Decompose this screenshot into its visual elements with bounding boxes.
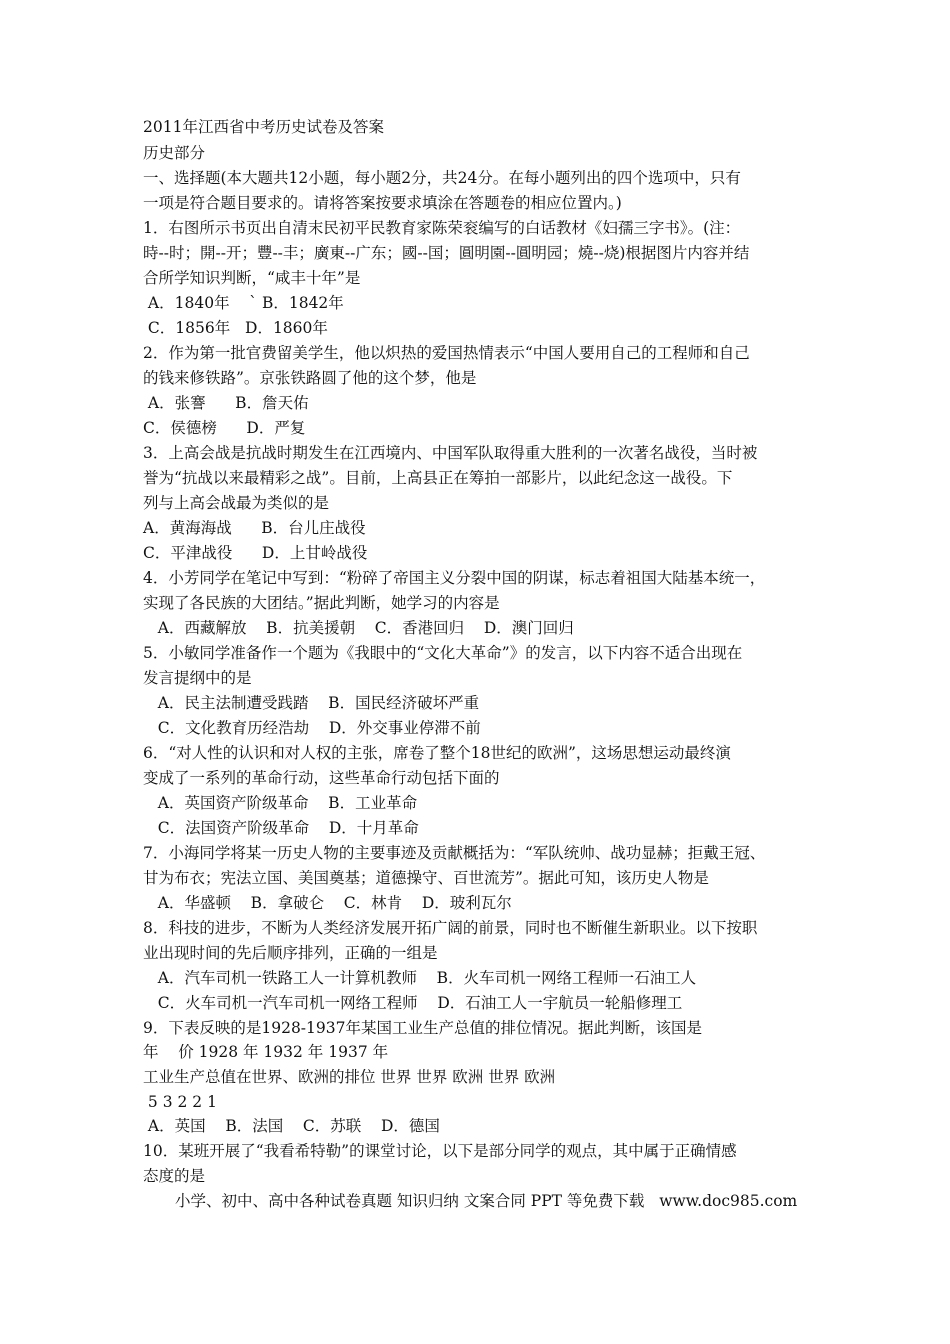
text-line: 3．上高会战是抗战时期发生在江西境内、中国军队取得重大胜利的一次著名战役，当时被 — [143, 444, 758, 462]
text-line: 2011年江西省中考历史试卷及答案 — [143, 118, 384, 136]
text-line: C．文化教育历经浩劫 D．外交事业停滞不前 — [143, 719, 481, 737]
text-line: A．西藏解放 B．抗美援朝 C．香港回归 D．澳门回归 — [143, 619, 574, 637]
text-line: 实现了各民族的大团结。”据此判断，她学习的内容是 — [143, 594, 500, 612]
text-line: A．民主法制遭受践踏 B．国民经济破坏严重 — [143, 694, 480, 712]
text-line: 10．某班开展了“我看希特勒”的课堂讨论，以下是部分同学的观点，其中属于正确情感 — [143, 1142, 737, 1160]
text-line: 变成了一系列的革命行动，这些革命行动包括下面的 — [143, 769, 500, 787]
text-line: 年 价 1928 年 1932 年 1937 年 — [143, 1043, 389, 1061]
text-line: 1．右图所示书页出自清末民初平民教育家陈荣衮编写的白话教材《妇孺三字书》。(注： — [143, 219, 741, 237]
text-line: 2．作为第一批官费留美学生，他以炽热的爱国热情表示“中国人要用自己的工程师和自己 — [143, 344, 750, 362]
text-line: 列与上高会战最为类似的是 — [143, 494, 330, 512]
text-line: 6．“对人性的认识和对人权的主张，席卷了整个18世纪的欧洲”，这场思想运动最终演 — [143, 744, 731, 762]
text-line: 历史部分 — [143, 144, 206, 162]
text-line: 一项是符合题目要求的。请将答案按要求填涂在答题卷的相应位置内。) — [143, 194, 622, 212]
page-footer: 小学、初中、高中各种试卷真题 知识归纳 文案合同 PPT 等免费下载 www.doc985.com — [175, 1192, 798, 1210]
text-line: 7．小海同学将某一历史人物的主要事迹及贡献概括为：“军队统帅、战功显赫；拒戴王冠、 — [143, 844, 766, 862]
text-line: 态度的是 — [143, 1167, 206, 1185]
text-line: 的钱来修铁路”。京张铁路圆了他的这个梦，他是 — [143, 369, 477, 387]
text-line: 4．小芳同学在笔记中写到：“粉碎了帝国主义分裂中国的阴谋，标志着祖国大陆基本统一， — [143, 569, 766, 587]
text-line: 发言提纲中的是 — [143, 669, 252, 687]
text-line: A．华盛顿 B．拿破仑 C．林肯 D．玻利瓦尔 — [143, 894, 512, 912]
text-line: 誉为“抗战以来最精彩之战”。目前，上高县正在筹拍一部影片，以此纪念这一战役。下 — [143, 469, 733, 487]
text-line: A．1840年 ` B．1842年 — [143, 294, 344, 312]
text-line: C．平津战役 D．上甘岭战役 — [143, 544, 368, 562]
text-line: A．汽车司机一铁路工人一计算机教师 B．火车司机一网络工程师一石油工人 — [143, 969, 697, 987]
text-line: A．黄海海战 B．台儿庄战役 — [143, 519, 366, 537]
text-line: 8．科技的进步，不断为人类经济发展开拓广阔的前景，同时也不断催生新职业。以下按职 — [143, 919, 758, 937]
text-line: C．1856年 D．1860年 — [143, 319, 328, 337]
text-line: C．火车司机一汽车司机一网络工程师 D．石油工人一宇航员一轮船修理工 — [143, 994, 683, 1012]
text-line: 5．小敏同学准备作一个题为《我眼中的“文化大革命”》的发言，以下内容不适合出现在 — [143, 644, 743, 662]
text-line: 一、选择题(本大题共12小题，每小题2分，共24分。在每小题列出的四个选项中，只有 — [143, 169, 741, 187]
text-line: 业出现时间的先后顺序排列，正确的一组是 — [143, 944, 438, 962]
text-line: 時--时；開--开；豐--丰；廣東--广东；國--国；圓明園--圓明园；燒--烧)根据图片内容并结 — [143, 244, 750, 262]
text-line: 甘为布衣；宪法立国、美国奠基；道德操守、百世流芳”。据此可知，该历史人物是 — [143, 869, 709, 887]
text-line: 合所学知识判断，“咸丰十年”是 — [143, 269, 361, 287]
text-line: 9．下表反映的是1928-1937年某国工业生产总值的排位情况。据此判断，该国是 — [143, 1019, 702, 1037]
text-line: 工业生产总值在世界、欧洲的排位 世界 世界 欧洲 世界 欧洲 — [143, 1068, 556, 1086]
text-line: 5 3 2 2 1 — [143, 1093, 217, 1111]
text-line: A．英国资产阶级革命 B．工业革命 — [143, 794, 418, 812]
text-line: C．侯德榜 D．严复 — [143, 419, 306, 437]
text-line: A．英国 B．法国 C．苏联 D．德国 — [143, 1117, 440, 1135]
text-line: C．法国资产阶级革命 D．十月革命 — [143, 819, 419, 837]
text-line: A．张謇 B．詹天佑 — [143, 394, 309, 412]
